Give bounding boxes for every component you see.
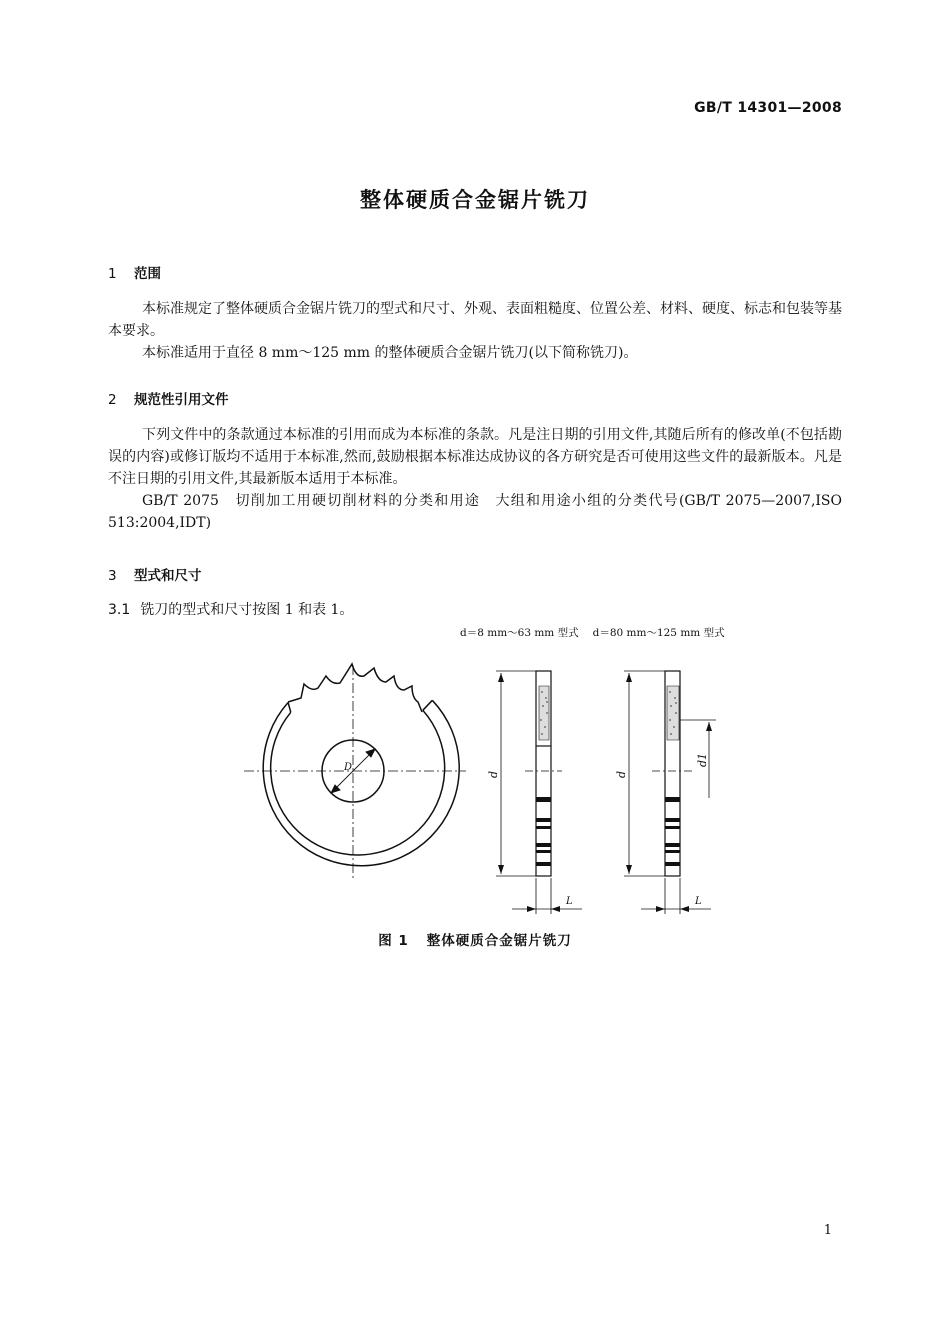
dim-L-label-b: L <box>695 896 702 907</box>
figure-caption-number: 图 1 <box>378 933 409 949</box>
figure-caption-text: 整体硬质合金锯片铣刀 <box>426 933 572 949</box>
page-number: 1 <box>823 1223 832 1238</box>
dim-D-label: D <box>344 762 353 773</box>
document-title: 整体硬质合金锯片铣刀 <box>360 188 590 212</box>
section-1-paragraph-2: 本标准适用于直径 8 mm～125 mm 的整体硬质合金锯片铣刀(以下简称铣刀)。 <box>142 345 638 361</box>
dim-L-label-a: L <box>566 896 573 907</box>
inner-rim <box>271 710 445 855</box>
section-1-paragraph-1: 本标准规定了整体硬质合金锯片铣刀的型式和尺寸、外观、表面粗糙度、位置公差、材料、硬度、标志和包装等基本要求。 <box>108 301 842 339</box>
section-2-paragraph-1: 下列文件中的条款通过本标准的引用而成为本标准的条款。凡是注日期的引用文件,其随后所有的修改单(不包括勘误的内容)或修订版均不适用于本标准,然而,鼓励根据本标准达成协议的各方研究是否可使用这些文件的最新版本。凡是不注日期的引用文件,其最新版本适用于本标准。 <box>108 427 842 487</box>
section-3-title: 型式和尺寸 <box>134 568 202 584</box>
type-b-label: d＝80 mm～125 mm 型式 <box>592 627 725 639</box>
section-3-number: 3 <box>108 568 117 584</box>
clause-3-1-text: 铣刀的型式和尺寸按图 1 和表 1。 <box>140 602 354 618</box>
section-2-reference: GB/T 2075 切削加工用硬切削材料的分类和用途 大组和用途小组的分类代号(GB/T 2075—2007,ISO 513:2004,IDT) <box>108 493 842 531</box>
center-lines <box>244 665 466 880</box>
side-view-a-bands <box>536 797 551 866</box>
front-view <box>263 664 459 866</box>
standard-code: GB/T 14301—2008 <box>694 100 842 116</box>
outer-rim <box>263 700 459 865</box>
section-2-title: 规范性引用文件 <box>134 392 229 408</box>
dim-d1-label: d1 <box>696 752 709 767</box>
type-a-label: d＝8 mm～63 mm 型式 <box>460 627 579 639</box>
section-1-title: 范围 <box>134 266 161 282</box>
figure-caption <box>0 929 950 949</box>
dim-d-label-b: d <box>615 770 628 778</box>
saw-teeth <box>288 664 422 712</box>
side-view-b-bands <box>665 797 680 866</box>
clause-3-1-number: 3.1 <box>108 602 131 618</box>
carbide-tooth-b <box>667 686 679 740</box>
dim-d-label-a: d <box>487 770 500 778</box>
section-2-number: 2 <box>108 392 117 408</box>
section-1-number: 1 <box>108 266 117 282</box>
